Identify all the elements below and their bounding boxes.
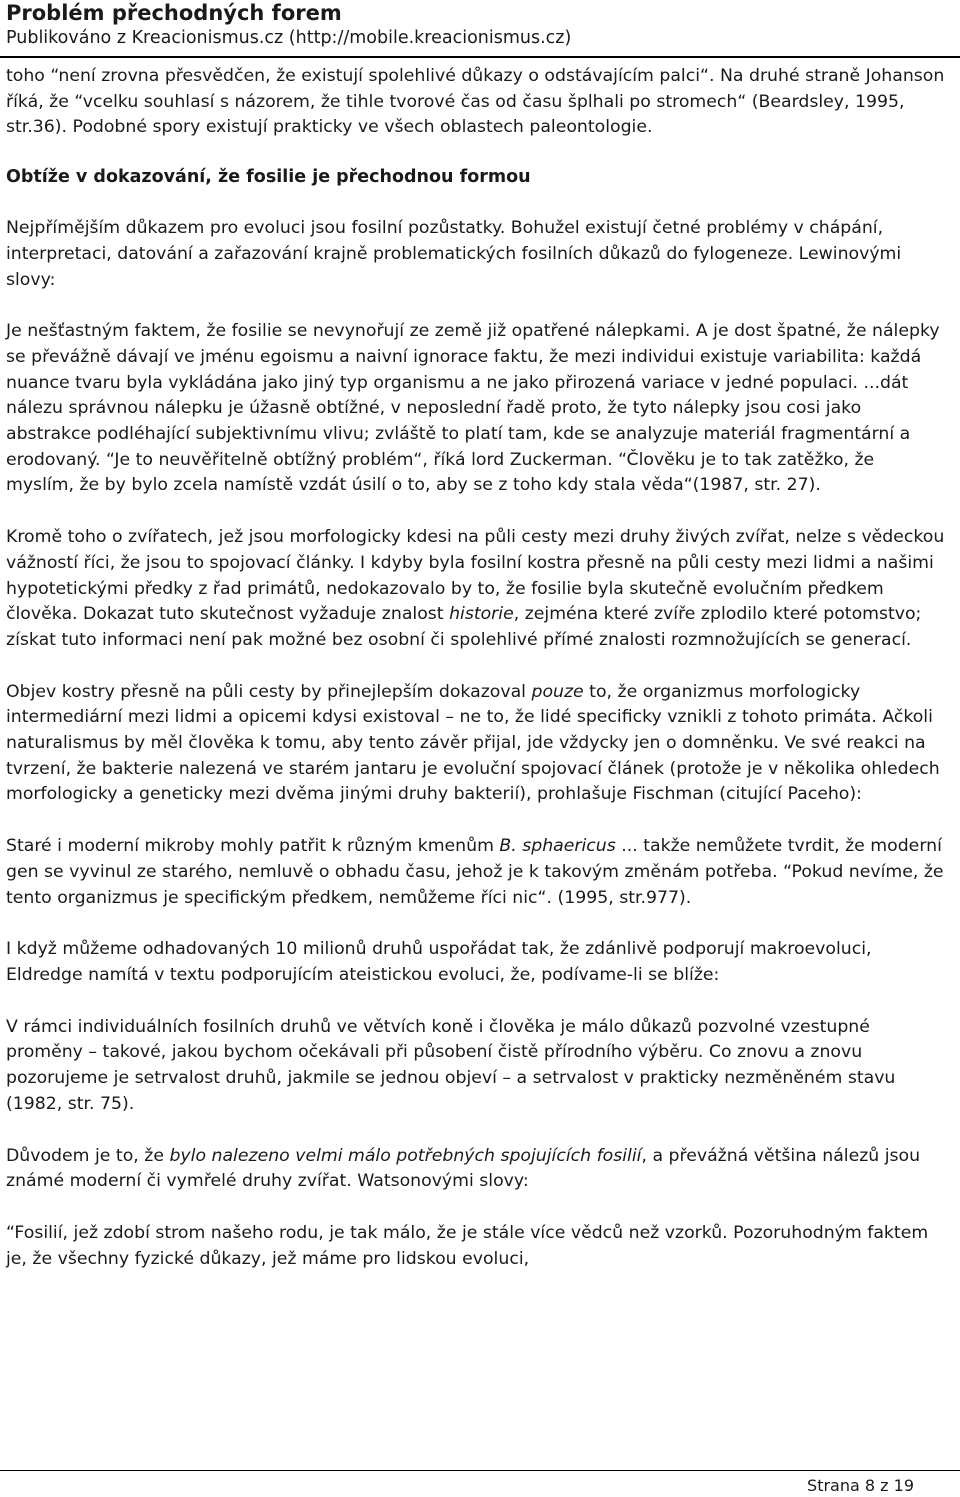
paragraph: Důvodem je to, že bylo nalezeno velmi málo potřebných spojujících fosilií, a převážná většina nálezů jsou známé moderní či vymřelé druhy zvířat. Watsonovými slovy:	[6, 1145, 921, 1192]
emphasis: historie	[449, 604, 514, 625]
emphasis: bylo nalezeno velmi málo potřebných spojujících fosilií	[169, 1145, 642, 1166]
emphasis: B. sphaericus	[499, 836, 616, 857]
emphasis: pouze	[531, 681, 584, 702]
paragraph: Nejpřímějším důkazem pro evoluci jsou fosilní pozůstatky. Bohužel existují četné problémy v chápání, interpretaci, datování a zařazování krajně problematických fosilních důkazů do fylogeneze. Lewinovými slovy:	[6, 218, 902, 290]
paragraph: Objev kostry přesně na půli cesty by přinejlepším dokazoval pouze to, že organizmus morfologicky intermediární mezi lidmi a opicemi kdysi existoval – ne to, že lidé specificky vznikli z tohoto primáta. Ačkoli naturalismus by měl člověka k tomu, aby tento závěr přijal, jde vždycky jen o domněnku. Ve své reakci na tvrzení, že bakterie nalezená ve starém jantaru je evoluční spojovací článek (protože je v několika ohledech morfologicky a geneticky mezi dvěma jinými druhy bakterií), prohlašuje Fischman (citující Paceho):	[6, 681, 940, 805]
footer-divider	[0, 1470, 960, 1471]
document-title: Problém přechodných forem	[6, 1, 342, 25]
article-body	[6, 64, 946, 1272]
page-header	[6, 0, 954, 50]
paragraph: toho “není zrovna přesvědčen, že existují spolehlivé důkazy o odstávajícím palci“. Na druhé straně Johanson říká, že “vcelku souhlasí s názorem, že tihle tvorové čas od času šplhali po stromech“ (Beardsley, 1995, str.36). Podobné spory existují prakticky ve všech oblastech paleontologie.	[6, 66, 945, 138]
quote-paragraph: V rámci individuálních fosilních druhů ve větvích koně i člověka je málo důkazů pozvolné vzestupné proměny – takové, jakou bychom očekávali při působení čistě přírodního výběru. Co znovu a znovu pozorujeme je setrvalost druhů, jakmile se jednou objeví – a setrvalost v prakticky nezměněném stavu (1982, str. 75).	[6, 1016, 896, 1114]
page-number: Strana 8 z 19	[807, 1476, 914, 1495]
paragraph: Kromě toho o zvířatech, jež jsou morfologicky kdesi na půli cesty mezi druhy živých zvířat, nelze s vědeckou vážností říci, že jsou to spojovací články. I kdyby byla fosilní kostra přesně na půli cesty mezi lidmi a našimi hypotetickými předky z řad primátů, nedokazovalo by to, že fosilie byla skutečně evolučním předkem člověka. Dokazat tuto skutečnost vyžaduje znalost historie, zejména které zvíře zplodilo které potomstvo; získat tuto informaci není pak možné bez osobní či spolehlivé přímé znalosti rozmnožujících se generací.	[6, 527, 945, 650]
quote-paragraph: “Fosilií, jež zdobí strom našeho rodu, je tak málo, že je stále více vědců než vzorků. Pozoruhodným faktem je, že všechny fyzické důkazy, jež máme pro lidskou evoluci,	[6, 1222, 929, 1269]
quote-paragraph: Je nešťastným faktem, že fosilie se nevynořují ze země již opatřené nálepkami. A je dost špatné, že nálepky se převážně dávají ve jménu egoismu a naivní ignorace faktu, že mezi individui existuje variabilita: každá nuance tvaru byla vykládána jako jiný typ organismu a ne jako přirozená variace v jedné populaci. ...dát nálezu správnou nálepku je úžasně obtížné, v neposlední řadě proto, že tyto nálepky jsou cosi jako abstrakce podléhající subjektivnímu vlivu; zvláště to platí tam, kde se analyzuje materiál fragmentární a erodovaný. “Je to neuvěřitelně obtížný problém“, říká lord Zuckerman. “Člověku je to tak zatěžko, že myslím, že by bylo zcela namístě vzdát úsilí o to, aby se z toho kdy stala věda“(1987, str. 27).	[6, 321, 940, 496]
header-divider	[0, 56, 960, 58]
document-source: Publikováno z Kreacionismus.cz (http://mobile.kreacionismus.cz)	[6, 28, 572, 48]
quote-paragraph: Staré i moderní mikroby mohly patřit k různým kmenům B. sphaericus ... takže nemůžete tvrdit, že moderní gen se vyvinul ze starého, nemluvě o obhadu času, jehož je k takovým změnám potřeba. “Pokud nevíme, že tento organizmus je specifickým předkem, nemůžeme říci nic“. (1995, str.977).	[6, 836, 944, 908]
section-heading: Obtíže v dokazování, že fosilie je přechodnou formou	[6, 167, 531, 188]
paragraph: I když můžeme odhadovaných 10 milionů druhů uspořádat tak, že zdánlivě podporují makroevoluci, Eldredge namítá v textu podporujícím ateistickou evoluci, že, podívame-li se blíže:	[6, 939, 872, 985]
